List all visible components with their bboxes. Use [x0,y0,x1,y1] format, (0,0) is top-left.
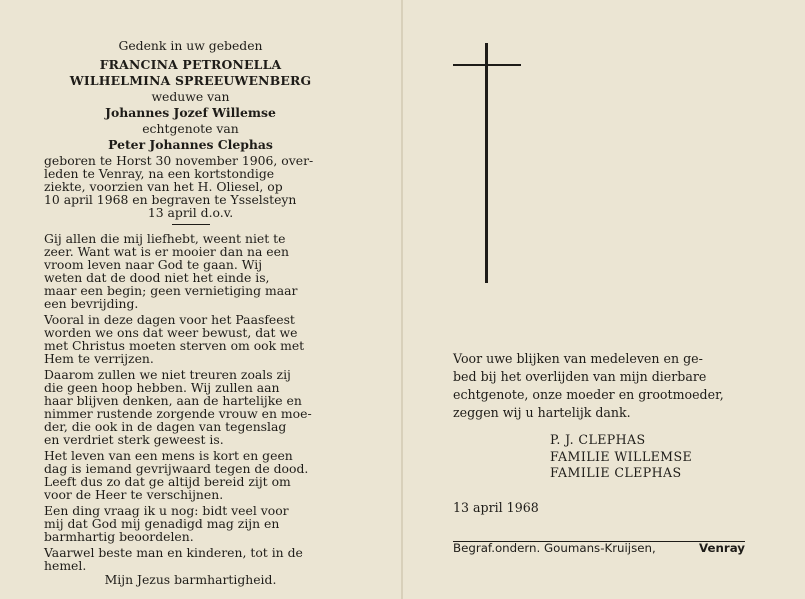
spouse-of-text: echtgenote van [142,121,239,136]
paragraph-4 [44,449,337,501]
undertaker-name: Begraf.ondern. Goumans-Kruijsen, [453,541,656,555]
card-fold [401,0,403,599]
signature-line: P. J. CLEPHAS [550,432,646,447]
text-line: Daarom zullen we niet treuren zoals zij [44,367,291,382]
deceased-name-line-2: WILHELMINA SPREEUWENBERG [69,73,312,88]
text-line: Vooral in deze dagen voor het Paasfeest [44,312,295,327]
thanks-text [453,350,745,422]
text-line: maar een begin; geen vernietiging maar [44,283,298,298]
cross-icon [485,43,488,283]
paragraph-3 [44,368,337,446]
text-line: zeer. Want wat is er mooier dan na een [44,244,289,259]
text-line: weten dat de dood niet het einde is, [44,270,270,285]
text-line: Het leven van een mens is kort en geen [44,448,293,463]
bio-line: 10 april 1968 en begraven te Ysselsteyn [44,192,297,207]
intro-text: Gedenk in uw gebeden [118,38,263,53]
thanks-line: Voor uwe blijken van medeleven en ge- [453,351,703,366]
undertaker-town: Venray [699,541,745,555]
text-line: een bevrijding. [44,296,139,311]
biography [44,154,337,219]
text-line: hemel. [44,558,87,573]
text-line: nimmer rustende zorgende vrouw en moe- [44,406,312,421]
deceased-name-line-1: FRANCINA PETRONELLA [99,57,282,72]
text-line: en verdriet sterk geweest is. [44,432,224,447]
text-line: barmhartig beoordelen. [44,529,194,544]
text-line: die geen hoop hebben. Wij zullen aan [44,380,280,395]
paragraph-2 [44,313,337,365]
text-line: der, die ook in de dagen van tegenslag [44,419,287,434]
text-line: mij dat God mij genadigd mag zijn en [44,516,280,531]
right-panel [453,350,745,482]
signatures [550,432,745,482]
separator-rule [172,224,210,225]
paragraph-6 [44,546,337,572]
paragraph-5 [44,504,337,543]
text-line: Vaarwel beste man en kinderen, tot in de [44,545,303,560]
text-line: Een ding vraag ik u nog: bidt veel voor [44,503,289,518]
thanks-line: zeggen wij u hartelijk dank. [453,405,631,420]
text-line: worden we ons dat weer bewust, dat we [44,325,298,340]
bio-line: geboren te Horst 30 november 1906, over- [44,153,314,168]
text-line: Gij allen die mij liefhebt, weent niet te [44,231,286,246]
thanks-line: bed bij het overlijden van mijn dierbare [453,369,707,384]
text-line: Hem te verrijzen. [44,351,154,366]
text-line: dag is iemand gevrijwaard tegen de dood. [44,461,309,476]
text-line: haar blijven denken, aan de hartelijke en [44,393,302,408]
paragraph-1 [44,232,337,310]
bio-line: 13 april d.o.v. [147,205,234,220]
bio-line: leden te Venray, na een kortstondige [44,166,275,181]
second-husband-name: Peter Johannes Clephas [108,137,273,152]
text-line: met Christus moeten sterven om ook met [44,338,305,353]
text-line: Leeft dus zo dat ge altijd bereid zijt om [44,474,291,489]
widow-of-text: weduwe van [151,89,230,104]
thanks-line: echtgenote, onze moeder en grootmoeder, [453,387,724,402]
signature-line: FAMILIE CLEPHAS [550,465,682,480]
left-panel [44,38,337,588]
closing-prayer: Mijn Jezus barmhartigheid. [104,572,277,587]
signature-line: FAMILIE WILLEMSE [550,448,693,464]
card-date: 13 april 1968 [453,500,539,515]
text-line: vroom leven naar God te gaan. Wij [44,257,263,272]
text-line: voor de Heer te verschijnen. [44,487,224,502]
first-husband-name: Johannes Jozef Willemse [105,105,276,120]
undertaker-footer [453,541,745,555]
cross-icon-bar [453,64,521,66]
bio-line: ziekte, voorzien van het H. Oliesel, op [44,179,283,194]
